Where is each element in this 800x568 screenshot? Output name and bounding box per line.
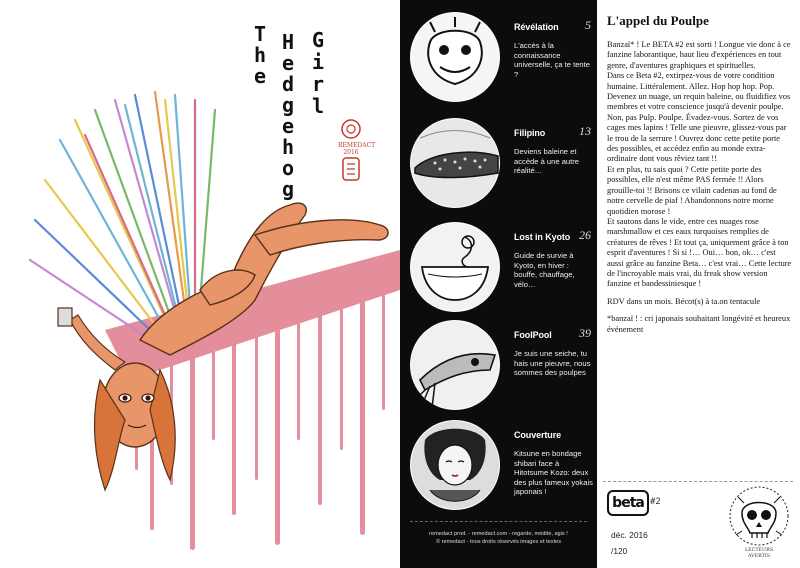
editorial-paragraph: Banzaï* ! Le BETA #2 est sorti ! Longue vie donc à ce fanzine laborantique, haut lieu d'expériences en tout genre, d'aventures graphiques et spirituelles. [607, 40, 791, 70]
toc-divider [410, 521, 587, 522]
title-word-the: The [248, 22, 272, 85]
cover-title-word-2 [276, 30, 300, 198]
issue-date: déc. 2016 [611, 530, 648, 540]
toc-description: Je suis une seiche, tu hais une pieuvre, nous sommes des poulpes [514, 349, 591, 378]
editorial-paragraph: Et en plus, tu sais quoi ? Cette petite porte des possibles, elle n'est même PAS fermée !! Alors grouille-toi !! Brisons ce vilain cadenas au fond de notre cervelle de piaf ! Abandonnons notre morne quotidien morose ! [607, 164, 777, 216]
editorial-title: L'appel du Poulpe [607, 13, 709, 28]
kyoto-thumbnail [410, 222, 500, 312]
toc-description: Kitsune en bondage shibari face à Hitotsume Kozo: deux des plus fameux yokais japonais ! [514, 449, 593, 497]
editorial-paragraph: Et sautons dans le vide, entre ces nuages rose marshmallow et ces eaux turquoises remplies de créatures de rêves ! Et tout ça, uniquement grâce à ton esprit d'aventures ! Si si !… Oui… bon, ok… c'est aussi grâce au fanzine Beta… c'est vrai… Cette lecture de l'incroyable mais vrai, du freak show version fanzine et bandessiniesque ! [607, 216, 792, 289]
whale-shark-icon [410, 118, 500, 208]
warning-skull-icon [728, 485, 790, 547]
seal-stamp-icon [341, 156, 361, 182]
warning-line-1: LECTEURS [745, 548, 773, 553]
editorial-paragraph: Dans ce Beta #2, extirpez-vous de votre condition humaine. Littéralement. Allez. Hop hop hop. Pop. Devenez un nuage, un requin baleine, ou fluidifiez vos membres et votre conscience jusqu'à devenir poulpe. Non, pas Pulp. Poulpe. Évadez-vous. Sortez de vos cages mes lapins ! Telle une pieuvre, glissez-vous par le trou de la serrure ! Ouvrez donc cette petite porte des possibles, et accédez enfin au monde extra-ordinaire dont vous rêviez tant !! [607, 71, 791, 164]
title-word-girl: Girl [306, 28, 330, 116]
toc-title: Filipino [514, 128, 546, 138]
toc-entry-lost-in-kyoto[interactable] [408, 222, 593, 314]
page-count: /120 [611, 546, 628, 556]
toc-entry-revelation[interactable] [408, 12, 593, 104]
toc-title: Lost in Kyoto [514, 232, 571, 242]
title-word-hedgehog: Hedgehog [276, 30, 300, 198]
warning-line-2: AVERTIS [747, 554, 771, 559]
lion-mask-icon [410, 12, 500, 102]
toc-description: Guide de survie à Kyoto, en hiver : bouffe, chauffage, vélo… [514, 251, 575, 289]
editorial-body [607, 40, 792, 335]
table-of-contents [400, 0, 597, 568]
toc-entry-couverture[interactable] [408, 420, 593, 512]
cover-title-word-1 [248, 22, 272, 85]
couverture-thumbnail [410, 420, 500, 510]
footer-copyright: © remedact - tous droits réservés images et textes [435, 539, 562, 545]
issue-number: #2 [650, 497, 661, 507]
geisha-icon [410, 420, 500, 510]
toc-entry-foolpool[interactable] [408, 320, 593, 412]
toc-footer [400, 530, 597, 546]
reader-warning-label [725, 548, 793, 560]
seal-flower-icon [340, 118, 362, 140]
toc-page-number: 26 [579, 228, 591, 242]
beta-logo: beta [607, 490, 649, 516]
foolpool-thumbnail [410, 320, 500, 410]
revelation-thumbnail [410, 12, 500, 102]
squid-icon [410, 320, 500, 410]
toc-page-number: 5 [585, 18, 591, 32]
toc-page-number: 39 [579, 326, 591, 340]
editorial-footnote: *banzaï ! : cri japonais souhaitant longévité et heureux événement [607, 314, 791, 334]
editorial-page [597, 0, 800, 568]
editorial-divider [603, 481, 793, 482]
toc-description: L'accès à la connaissance universelle, ça te tente ? [514, 41, 590, 79]
seal-text: REMEDACT 2016 [338, 142, 376, 156]
bowl-icon [410, 222, 500, 312]
toc-entry-filipino[interactable] [408, 118, 593, 210]
cover-title-word-3 [306, 28, 330, 116]
toc-title: FoolPool [514, 330, 552, 340]
toc-description: Deviens baleine et accède à une autre réalité… [514, 147, 580, 176]
toc-title: Révélation [514, 22, 559, 32]
toc-page-number: 13 [579, 124, 591, 138]
toc-title: Couverture [514, 430, 562, 440]
artist-seal [338, 118, 376, 184]
editorial-signoff: RDV dans un mois. Bécot(s) à ta.on tentacule [607, 296, 761, 306]
footer-credits: remedact prod. - remedact.com - regarde, médite, agis ! [429, 531, 568, 537]
filipino-thumbnail [410, 118, 500, 208]
